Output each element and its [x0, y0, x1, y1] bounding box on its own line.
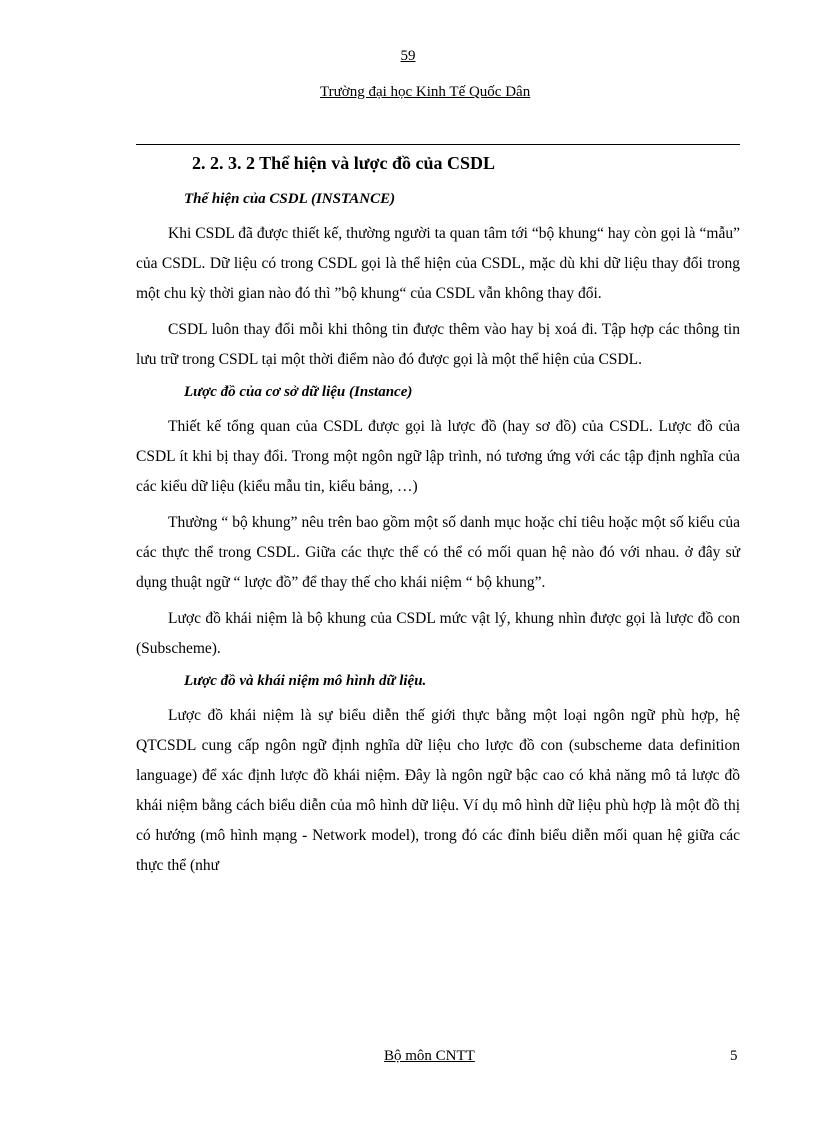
page-number-top: 59 — [400, 48, 416, 64]
paragraph: Lược đồ khái niệm là bộ khung của CSDL mức vật lý, khung nhìn được gọi là lược đồ con (Subscheme). — [136, 610, 740, 657]
paragraph: Thiết kế tổng quan của CSDL được gọi là lược đồ (hay sơ đồ) của CSDL. Lược đồ của CSDL ít khi bị thay đổi. Trong một ngôn ngữ lập trình, nó tương ứng với các tập định nghĩa của các kiểu dữ liệu (kiểu mẫu tin, kiểu bảng, …) — [136, 418, 740, 495]
paragraph: Khi CSDL đã được thiết kế, thường người ta quan tâm tới “bộ khung“ hay còn gọi là “mẫu” của CSDL. Dữ liệu có trong CSDL gọi là thể hiện của CSDL, mặc dù khi dữ liệu thay đổi trong một chu kỳ thời gian nào đó thì ”bộ khung“ của CSDL vẫn không thay đổi. — [136, 225, 740, 302]
paragraph: Lược đồ khái niệm là sự biểu diễn thế giới thực bằng một loại ngôn ngữ phù hợp, hệ QTCSDL cung cấp ngôn ngữ định nghĩa dữ liệu cho lược đồ con (subscheme data definition language) để xác định lược đồ khái niệm. Đây là ngôn ngữ bậc cao có khả năng mô tả lược đồ khái niệm bằng cách biểu diễn của mô hình dữ liệu. Ví dụ mô hình dữ liệu phù hợp là một đồ thị có hướng (mô hình mạng - Network model), trong đó các đỉnh biểu diễn mối quan hệ giữa các thực thể (như — [136, 707, 740, 874]
footer-department: Bộ môn CNTT — [384, 1048, 475, 1064]
document-body — [136, 150, 740, 887]
paragraph: CSDL luôn thay đổi mỗi khi thông tin được thêm vào hay bị xoá đi. Tập hợp các thông tin lưu trữ trong CSDL tại một thời điểm nào đó được gọi là một thể hiện của CSDL. — [136, 321, 740, 368]
footer-page-number: 5 — [730, 1048, 738, 1064]
paragraph: Thường “ bộ khung” nêu trên bao gồm một số danh mục hoặc chỉ tiêu hoặc một số kiểu của các thực thể trong CSDL. Giữa các thực thể có thể có mối quan hệ nào đó với nhau. ở đây sử dụng thuật ngữ “ lược đồ” để thay thế cho khái niệm “ bộ khung”. — [136, 514, 740, 591]
section-title: 2. 2. 3. 2 Thể hiện và lược đồ của CSDL — [192, 153, 495, 173]
subheading-schema: Lược đồ của cơ sở dữ liệu (Instance) — [184, 384, 413, 400]
school-name: Trường đại học Kinh Tế Quốc Dân — [320, 84, 531, 100]
subheading-data-model: Lược đồ và khái niệm mô hình dữ liệu. — [184, 673, 427, 689]
subheading-instance: Thể hiện của CSDL (INSTANCE) — [184, 191, 396, 207]
header-rule — [136, 144, 740, 145]
